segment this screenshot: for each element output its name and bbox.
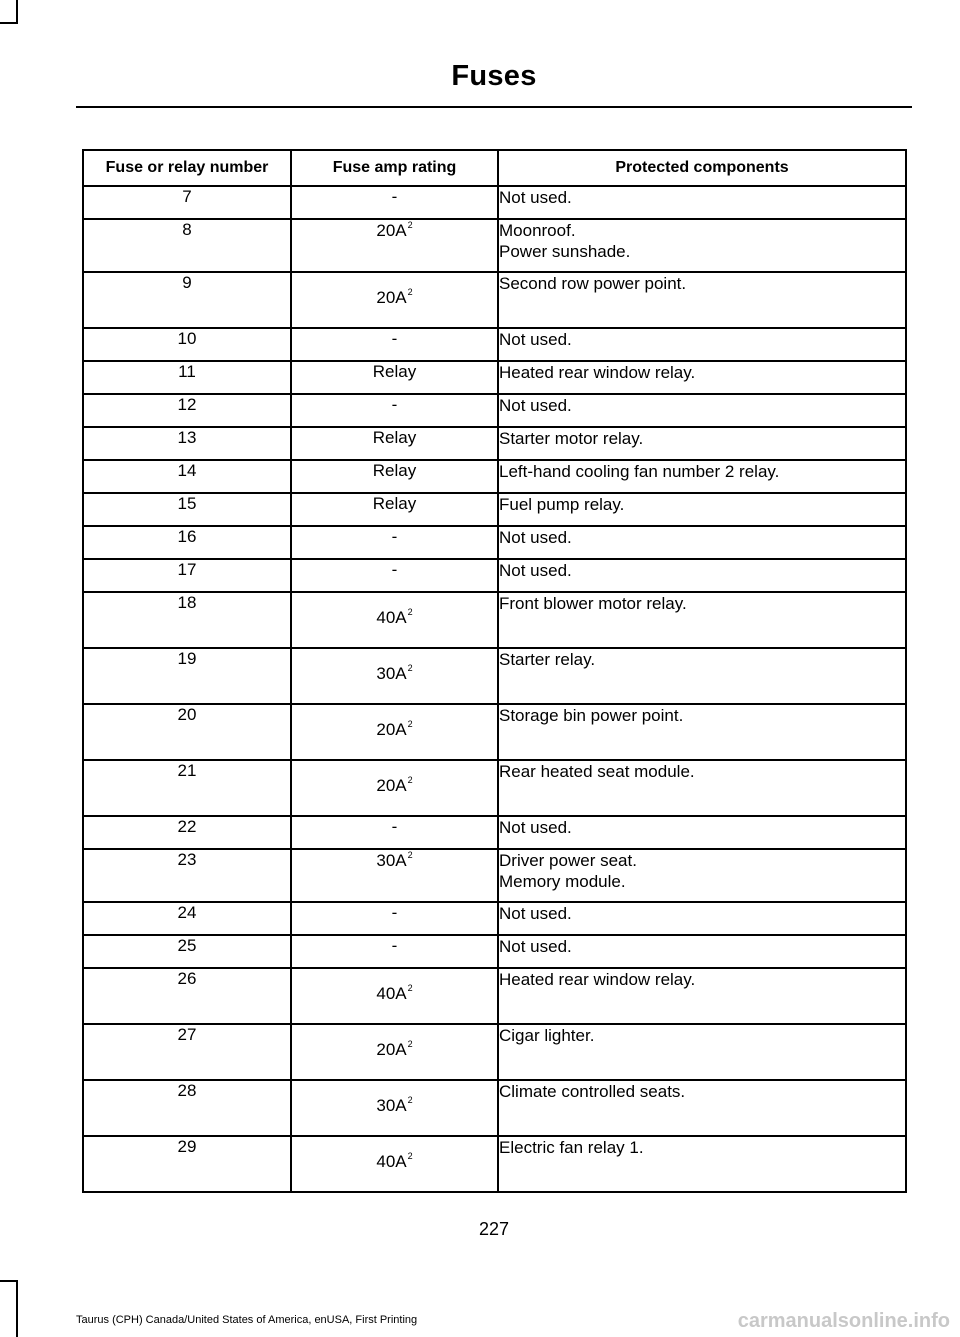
component-text: Left-hand cooling fan number 2 relay.	[499, 462, 780, 481]
protected-components-cell	[498, 968, 906, 1024]
protected-components-cell	[498, 493, 906, 526]
amp-rating-value: -	[391, 817, 398, 836]
fuse-number-cell: 28	[83, 1080, 291, 1136]
component-text: Storage bin power point.	[499, 706, 684, 725]
crop-mark	[0, 1280, 18, 1282]
fuse-number-cell: 24	[83, 902, 291, 935]
table-row	[83, 849, 906, 902]
table-row	[83, 1024, 906, 1080]
component-text: Heated rear window relay.	[499, 363, 696, 382]
fuse-number-cell: 8	[83, 219, 291, 272]
component-text: Starter relay.	[499, 650, 596, 669]
amp-rating-cell	[291, 592, 498, 648]
fuse-number-cell: 19	[83, 648, 291, 704]
amp-rating-value: 20A	[376, 1040, 407, 1059]
table-row	[83, 559, 906, 592]
table-row	[83, 427, 906, 460]
component-text: Not used.	[499, 528, 572, 547]
component-text: Rear heated seat module.	[499, 762, 695, 781]
amp-rating-cell	[291, 559, 498, 592]
title-divider	[76, 106, 912, 108]
protected-components-cell	[498, 460, 906, 493]
page-number: 227	[478, 1219, 510, 1239]
protected-components-cell	[498, 1136, 906, 1192]
table-row	[83, 935, 906, 968]
amp-rating-cell	[291, 361, 498, 394]
table-row	[83, 186, 906, 219]
amp-rating-value: -	[391, 329, 398, 348]
crop-mark	[16, 0, 18, 22]
component-text: Moonroof.	[499, 221, 576, 240]
protected-components-cell	[498, 592, 906, 648]
table-row	[83, 1136, 906, 1192]
fuse-number-cell: 12	[83, 394, 291, 427]
component-text: Electric fan relay 1.	[499, 1138, 644, 1157]
amp-rating-cell	[291, 460, 498, 493]
protected-components-cell	[498, 760, 906, 816]
amp-rating-value: 30A	[376, 664, 407, 683]
protected-components-cell	[498, 704, 906, 760]
amp-rating-value: 20A	[376, 776, 407, 795]
amp-rating-cell	[291, 493, 498, 526]
amp-rating-value: 30A	[376, 851, 407, 870]
fuse-number-cell: 21	[83, 760, 291, 816]
component-text: Power sunshade.	[499, 242, 631, 261]
amp-rating-cell	[291, 902, 498, 935]
fuse-number-cell: 27	[83, 1024, 291, 1080]
amp-rating-value: Relay	[372, 362, 417, 381]
protected-components-cell	[498, 648, 906, 704]
amp-rating-value: 40A	[376, 608, 407, 627]
crop-mark	[16, 1280, 18, 1337]
watermark: carmanualsonline.info	[737, 1310, 950, 1332]
amp-rating-cell	[291, 328, 498, 361]
protected-components-cell	[498, 361, 906, 394]
table-row	[83, 272, 906, 328]
column-header-protected-components: Protected components	[498, 150, 906, 186]
amp-rating-value: 30A	[376, 1096, 407, 1115]
footnote-marker: 2	[407, 1039, 413, 1049]
component-text: Fuel pump relay.	[499, 495, 625, 514]
protected-components-cell	[498, 935, 906, 968]
amp-rating-cell	[291, 1136, 498, 1192]
component-text: Not used.	[499, 818, 572, 837]
fuse-number-cell: 15	[83, 493, 291, 526]
table-row	[83, 816, 906, 849]
component-text: Not used.	[499, 330, 572, 349]
fuse-table	[82, 149, 907, 1193]
fuse-number-cell: 26	[83, 968, 291, 1024]
protected-components-cell	[498, 186, 906, 219]
amp-rating-value: -	[391, 395, 398, 414]
fuse-number-cell: 11	[83, 361, 291, 394]
amp-rating-value: 20A	[376, 221, 407, 240]
column-header-amp-rating: Fuse amp rating	[291, 150, 498, 186]
amp-rating-cell	[291, 849, 498, 902]
table-row	[83, 328, 906, 361]
component-text: Climate controlled seats.	[499, 1082, 686, 1101]
fuse-number-cell: 25	[83, 935, 291, 968]
amp-rating-value: Relay	[372, 461, 417, 480]
amp-rating-cell	[291, 186, 498, 219]
footnote-marker: 2	[407, 1151, 413, 1161]
component-text: Not used.	[499, 904, 572, 923]
amp-rating-cell	[291, 704, 498, 760]
footnote-marker: 2	[407, 719, 413, 729]
table-row	[83, 526, 906, 559]
fuse-number-cell: 20	[83, 704, 291, 760]
fuse-number-cell: 29	[83, 1136, 291, 1192]
footnote-marker: 2	[407, 1095, 413, 1105]
amp-rating-value: Relay	[372, 428, 417, 447]
protected-components-cell	[498, 902, 906, 935]
component-text: Front blower motor relay.	[499, 594, 687, 613]
component-text: Memory module.	[499, 872, 626, 891]
table-row	[83, 704, 906, 760]
amp-rating-value: Relay	[372, 494, 417, 513]
protected-components-cell	[498, 219, 906, 272]
table-row	[83, 493, 906, 526]
table-row	[83, 968, 906, 1024]
footnote-marker: 2	[407, 983, 413, 993]
amp-rating-value: 20A	[376, 288, 407, 307]
amp-rating-cell	[291, 219, 498, 272]
fuse-number-cell: 23	[83, 849, 291, 902]
footnote-marker: 2	[407, 850, 413, 860]
component-text: Driver power seat.	[499, 851, 637, 870]
protected-components-cell	[498, 328, 906, 361]
table-header-row	[83, 150, 906, 186]
protected-components-cell	[498, 394, 906, 427]
amp-rating-cell	[291, 272, 498, 328]
fuse-number-cell: 14	[83, 460, 291, 493]
footnote-marker: 2	[407, 220, 413, 230]
protected-components-cell	[498, 816, 906, 849]
protected-components-cell	[498, 272, 906, 328]
table-row	[83, 219, 906, 272]
table-row	[83, 460, 906, 493]
column-header-fuse-number: Fuse or relay number	[83, 150, 291, 186]
footer-edition-text: Taurus (CPH) Canada/United States of America, enUSA, First Printing	[76, 1314, 418, 1326]
amp-rating-cell	[291, 648, 498, 704]
amp-rating-cell	[291, 1024, 498, 1080]
fuse-number-cell: 22	[83, 816, 291, 849]
amp-rating-cell	[291, 968, 498, 1024]
table-row	[83, 648, 906, 704]
amp-rating-cell	[291, 760, 498, 816]
fuse-number-cell: 18	[83, 592, 291, 648]
component-text: Heated rear window relay.	[499, 970, 696, 989]
component-text: Cigar lighter.	[499, 1026, 595, 1045]
component-text: Not used.	[499, 188, 572, 207]
footnote-marker: 2	[407, 775, 413, 785]
amp-rating-cell	[291, 1080, 498, 1136]
protected-components-cell	[498, 526, 906, 559]
footnote-marker: 2	[407, 287, 413, 297]
crop-mark	[0, 22, 18, 24]
protected-components-cell	[498, 1080, 906, 1136]
amp-rating-value: 20A	[376, 720, 407, 739]
amp-rating-value: 40A	[376, 1152, 407, 1171]
table-row	[83, 592, 906, 648]
protected-components-cell	[498, 427, 906, 460]
amp-rating-cell	[291, 816, 498, 849]
amp-rating-cell	[291, 394, 498, 427]
amp-rating-value: 40A	[376, 984, 407, 1003]
component-text: Not used.	[499, 561, 572, 580]
component-text: Second row power point.	[499, 274, 687, 293]
protected-components-cell	[498, 1024, 906, 1080]
table-row	[83, 361, 906, 394]
protected-components-cell	[498, 559, 906, 592]
fuse-number-cell: 16	[83, 526, 291, 559]
amp-rating-cell	[291, 427, 498, 460]
table-row	[83, 760, 906, 816]
component-text: Not used.	[499, 937, 572, 956]
fuse-number-cell: 17	[83, 559, 291, 592]
footnote-marker: 2	[407, 663, 413, 673]
amp-rating-value: -	[391, 527, 398, 546]
fuse-number-cell: 7	[83, 186, 291, 219]
table-row	[83, 394, 906, 427]
footnote-marker: 2	[407, 607, 413, 617]
table-row	[83, 1080, 906, 1136]
amp-rating-value: -	[391, 560, 398, 579]
amp-rating-cell	[291, 526, 498, 559]
fuse-number-cell: 10	[83, 328, 291, 361]
fuse-table-body	[83, 186, 906, 1192]
protected-components-cell	[498, 849, 906, 902]
component-text: Not used.	[499, 396, 572, 415]
fuse-number-cell: 9	[83, 272, 291, 328]
amp-rating-cell	[291, 935, 498, 968]
amp-rating-value: -	[391, 903, 398, 922]
amp-rating-value: -	[391, 187, 398, 206]
page-title: Fuses	[451, 60, 537, 92]
component-text: Starter motor relay.	[499, 429, 644, 448]
fuse-number-cell: 13	[83, 427, 291, 460]
table-row	[83, 902, 906, 935]
amp-rating-value: -	[391, 936, 398, 955]
